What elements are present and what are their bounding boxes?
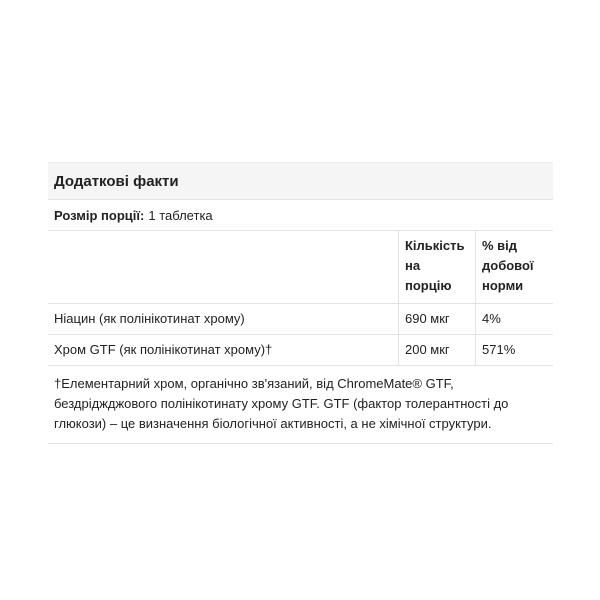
header-dv-line: добової xyxy=(482,258,534,273)
nutrient-amount: 690 мкг xyxy=(399,303,476,334)
panel-title: Додаткові факти xyxy=(48,162,553,199)
nutrient-name: Ніацин (як полінікотинат хрому) xyxy=(48,303,399,334)
serving-size-value: 1 таблетка xyxy=(148,207,213,223)
nutrient-amount: 200 мкг xyxy=(399,334,476,365)
serving-size-label: Розмір порції: xyxy=(54,207,145,223)
supplement-facts-panel xyxy=(48,162,553,444)
serving-size-row xyxy=(48,199,553,231)
nutrient-daily-value: 4% xyxy=(476,303,554,334)
footnote: †Елементарний хром, органічно зв'язаний, від ChromeMate® GTF, бездріджджового полінікотинату хрому GTF. GTF (фактор толерантності до глюкози) – це визначення біологічної активності, а не хімічної структури. xyxy=(54,375,509,431)
header-amount-line: порцію xyxy=(405,278,452,293)
table-header-row xyxy=(48,231,553,303)
table-row xyxy=(48,303,553,334)
table-row xyxy=(48,334,553,365)
facts-table xyxy=(48,231,553,366)
header-amount-line: на xyxy=(405,258,421,273)
header-amount-line: Кількість xyxy=(405,238,465,253)
header-daily-value-cell xyxy=(476,231,554,303)
header-amount-cell xyxy=(399,231,476,303)
nutrient-daily-value: 571% xyxy=(476,334,554,365)
header-dv-line: норми xyxy=(482,278,524,293)
header-name-cell xyxy=(48,231,399,303)
header-dv-line: % від xyxy=(482,238,518,253)
nutrient-name: Хром GTF (як полінікотинат хрому)† xyxy=(48,334,399,365)
